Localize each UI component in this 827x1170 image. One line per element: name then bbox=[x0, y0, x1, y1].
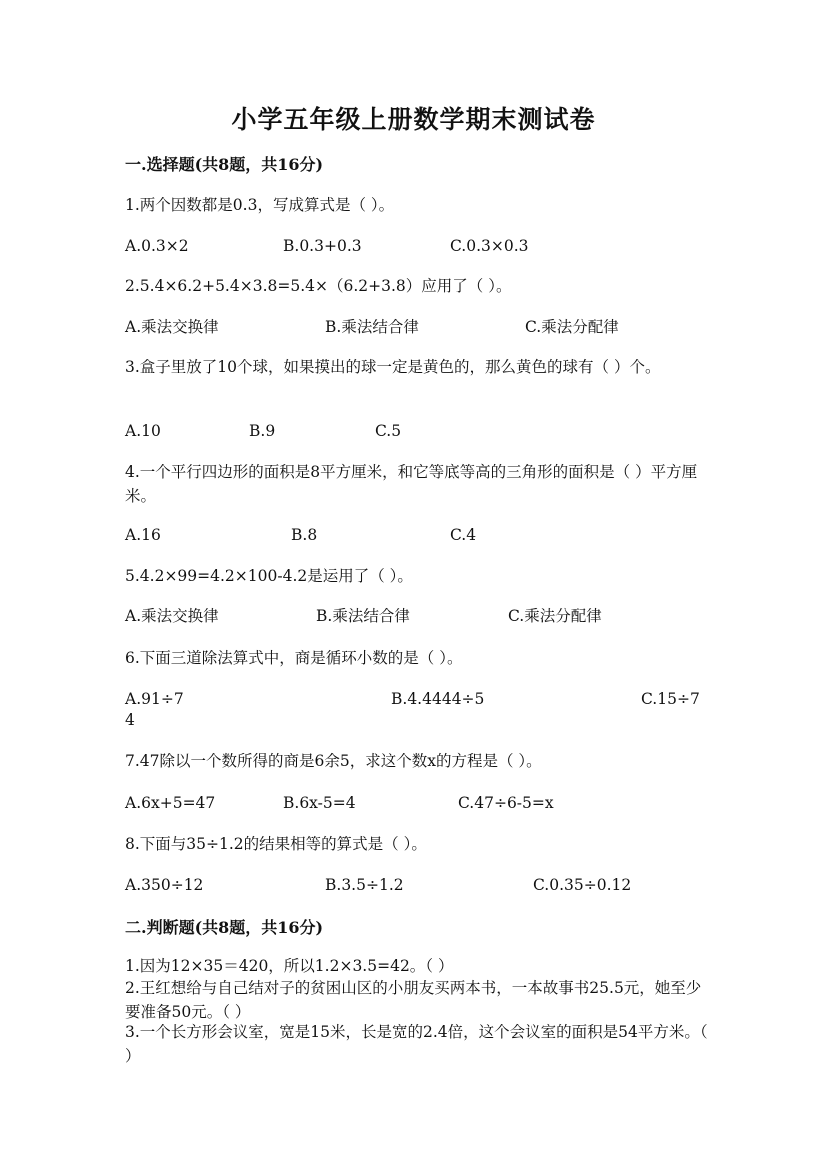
q3-option-a: A.10 bbox=[125, 422, 161, 440]
question-7: 7.47除以一个数所得的商是6余5，求这个数x的方程是（ ）。 bbox=[125, 752, 542, 770]
q3-option-b: B.9 bbox=[249, 422, 276, 440]
q1-option-a: A.0.3×2 bbox=[125, 237, 189, 255]
q7-option-c: C.47÷6-5=x bbox=[458, 794, 554, 812]
page-title: 小学五年级上册数学期末测试卷 bbox=[231, 105, 596, 134]
q8-option-a: A.350÷12 bbox=[125, 876, 204, 894]
q4-option-c: C.4 bbox=[450, 526, 477, 544]
q6-option-b: B.4.4444÷5 bbox=[391, 690, 485, 708]
question-1: 1.两个因数都是0.3，写成算式是（ ）。 bbox=[125, 196, 395, 214]
q4-option-b: B.8 bbox=[291, 526, 318, 544]
question-4: 4.一个平行四边形的面积是8平方厘米，和它等底等高的三角形的面积是（ ）平方厘米。 bbox=[125, 463, 698, 505]
q3-option-c: C.5 bbox=[375, 422, 402, 440]
judgment-question-3: 3.一个长方形会议室，宽是15米，长是宽的2.4倍，这个会议室的面积是54平方米。（ ） bbox=[125, 1023, 708, 1065]
judgment-question-2: 2.王红想给与自己结对子的贫困山区的小朋友买两本书，一本故事书25.5元，她至少要准备50元。（ ） bbox=[125, 979, 702, 1021]
question-5: 5.4.2×99=4.2×100-4.2是运用了（ ）。 bbox=[125, 567, 413, 585]
q8-option-c: C.0.35÷0.12 bbox=[533, 876, 632, 894]
q5-option-c: C.乘法分配律 bbox=[508, 607, 602, 625]
q2-option-a: A.乘法交换律 bbox=[125, 318, 219, 336]
q2-option-c: C.乘法分配律 bbox=[525, 318, 619, 336]
q1-option-b: B.0.3+0.3 bbox=[283, 237, 362, 255]
question-6: 6.下面三道除法算式中，商是循环小数的是（ ）。 bbox=[125, 649, 463, 667]
question-2: 2.5.4×6.2+5.4×3.8=5.4×（6.2+3.8）应用了（ ）。 bbox=[125, 277, 512, 295]
q5-option-b: B.乘法结合律 bbox=[316, 607, 410, 625]
q7-option-a: A.6x+5=47 bbox=[125, 794, 216, 812]
q6-option-c-wrap: 4 bbox=[125, 711, 135, 729]
q4-option-a: A.16 bbox=[125, 526, 161, 544]
question-8: 8.下面与35÷1.2的结果相等的算式是（ ）。 bbox=[125, 835, 427, 853]
q6-option-a: A.91÷7 bbox=[125, 690, 184, 708]
q6-option-c: C.15÷7 bbox=[641, 690, 700, 708]
q2-option-b: B.乘法结合律 bbox=[325, 318, 419, 336]
section-heading-judgment: 二.判断题(共8题，共16分) bbox=[125, 918, 324, 937]
q7-option-b: B.6x-5=4 bbox=[283, 794, 356, 812]
question-3: 3.盒子里放了10个球，如果摸出的球一定是黄色的，那么黄色的球有（ ）个。 bbox=[125, 358, 661, 376]
q1-option-c: C.0.3×0.3 bbox=[450, 237, 529, 255]
q8-option-b: B.3.5÷1.2 bbox=[325, 876, 404, 894]
judgment-question-1: 1.因为12×35＝420，所以1.2×3.5=42。（ ） bbox=[125, 957, 454, 975]
section-heading-choice: 一.选择题(共8题，共16分) bbox=[125, 155, 324, 174]
q5-option-a: A.乘法交换律 bbox=[125, 607, 219, 625]
